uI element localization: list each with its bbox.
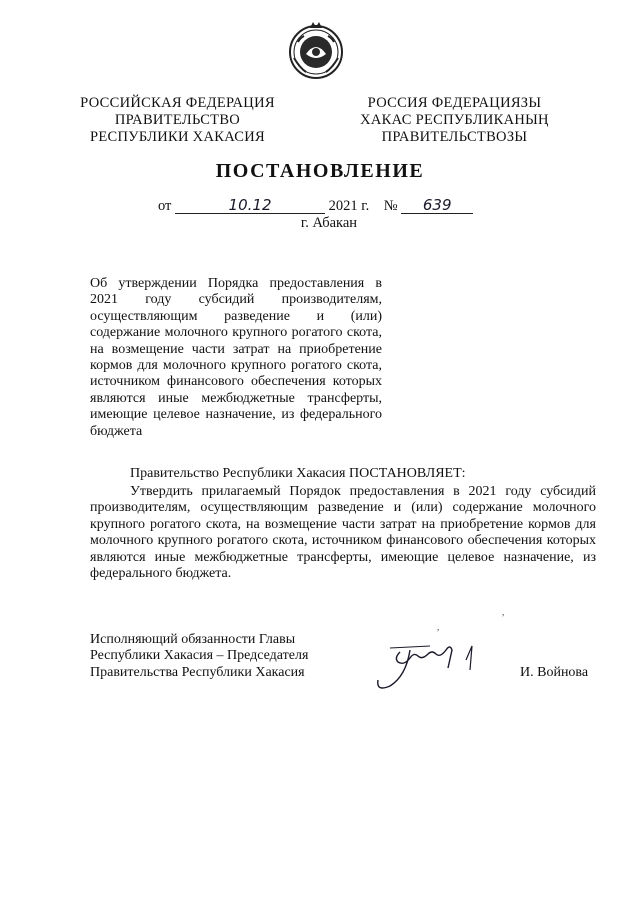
document-title: ПОСТАНОВЛЕНИЕ	[215, 160, 425, 182]
handwritten-number: 639	[401, 197, 473, 214]
header-right-line-3: ПРАВИТЕЛЬСТВОЗЫ	[381, 129, 528, 145]
header-left-line-2: ПРАВИТЕЛЬСТВО	[114, 112, 241, 128]
margin-mark: ,	[502, 607, 505, 617]
coat-of-arms-emblem	[284, 18, 348, 82]
number-sign: №	[383, 198, 398, 214]
header-left-block	[70, 95, 285, 146]
handwritten-date: 10.12	[175, 197, 325, 214]
date-line	[158, 197, 473, 215]
header-right-line-2: ХАКАС РЕСПУБЛИКАНЫҢ	[360, 112, 549, 128]
header-right-block	[342, 95, 567, 146]
header-left-line-1: РОССИЙСКАЯ ФЕДЕРАЦИЯ	[80, 95, 275, 111]
header-right-line-1: РОССИЯ ФЕДЕРАЦИЯЗЫ	[367, 95, 542, 111]
signature-position	[90, 632, 350, 681]
body-paragraph-1: Правительство Республики Хакасия ПОСТАНОВЛЯЕТ:	[130, 466, 466, 481]
signer-name: И. Войнова	[520, 665, 589, 680]
header-left-line-3: РЕСПУБЛИКИ ХАКАСИЯ	[90, 129, 265, 145]
subject-block: Об утверждении Порядка предоставления в 2021 году субсидий производителям, осуществляющим разведение и (или) содержание молочного крупного рогатого скота, на возмещение части затрат на приобретение кормов для молочного крупного рогатого скота, источником финансового обеспечения которых являются иные межбюджетные трансферты, имеющие целевое назначение, из федерального бюджета	[90, 276, 382, 439]
body-paragraph-2: Утвердить прилагаемый Порядок предоставления в 2021 году субсидий производителям, осуществляющим разведение и (или) содержание молочного крупного рогатого скота, на возмещение части затрат на приобретение кормов для молочного крупного рогатого скота, источником финансового обеспечения которых являются иные межбюджетные трансферты, имеющие целевое назначение, из федерального бюджета.	[90, 484, 596, 582]
signature-position-line-2: Республики Хакасия – Председателя	[90, 648, 309, 664]
handwritten-signature	[370, 630, 490, 700]
city: г. Абакан	[300, 215, 358, 231]
date-prefix: от	[158, 198, 172, 214]
signature-position-line-1: Исполняющий обязанности Главы	[90, 632, 296, 647]
margin-mark: ,	[437, 622, 440, 632]
date-year: 2021 г.	[328, 198, 370, 214]
signature-position-line-3: Правительства Республики Хакасия	[90, 664, 305, 680]
